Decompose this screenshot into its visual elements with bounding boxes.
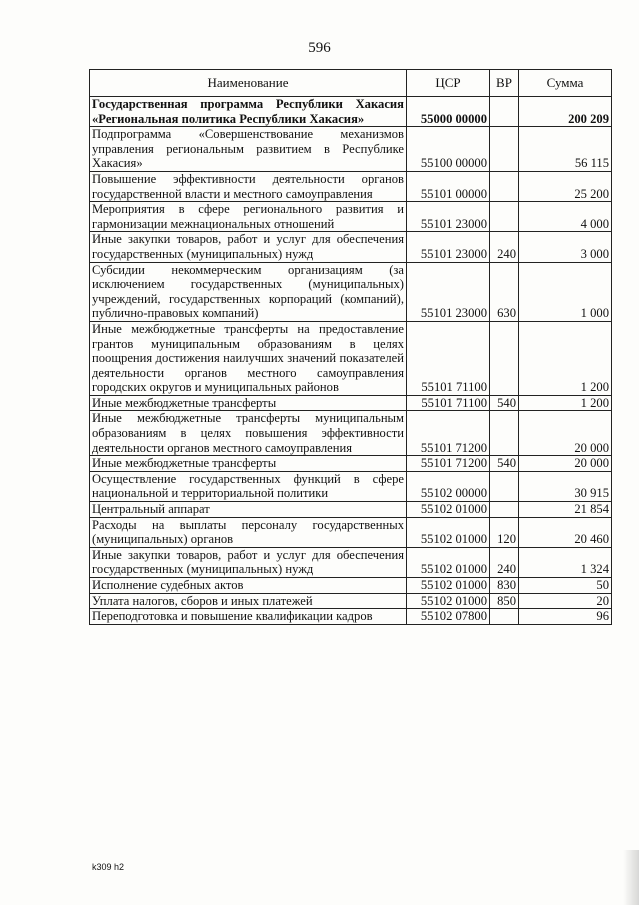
cell-sum: 21 854 xyxy=(519,502,612,518)
cell-sum: 20 460 xyxy=(519,517,612,547)
cell-sum: 200 209 xyxy=(519,97,612,127)
header-vr: ВР xyxy=(490,70,519,97)
cell-csr: 55102 07800 xyxy=(407,609,490,625)
cell-vr xyxy=(490,502,519,518)
cell-name: Иные межбюджетные трансферты муниципальным образованиям в целях повышения эффективности деятельности органов местного самоуправления xyxy=(90,411,407,456)
cell-vr xyxy=(490,202,519,232)
cell-csr: 55101 23000 xyxy=(407,262,490,321)
cell-csr: 55102 00000 xyxy=(407,471,490,501)
header-sum: Сумма xyxy=(519,70,612,97)
cell-name: Государственная программа Республики Хакасия «Региональная политика Республики Хакасия» xyxy=(90,97,407,127)
cell-vr: 540 xyxy=(490,395,519,411)
table-row xyxy=(90,517,612,547)
cell-name: Переподготовка и повышение квалификации кадров xyxy=(90,609,407,625)
cell-vr xyxy=(490,97,519,127)
cell-csr: 55101 00000 xyxy=(407,171,490,201)
cell-sum: 96 xyxy=(519,609,612,625)
footer-code: k309 h2 xyxy=(92,862,125,872)
cell-sum: 3 000 xyxy=(519,232,612,262)
cell-csr: 55101 71200 xyxy=(407,411,490,456)
cell-csr: 55101 71100 xyxy=(407,321,490,395)
cell-vr xyxy=(490,127,519,172)
table-row xyxy=(90,578,612,594)
cell-vr xyxy=(490,171,519,201)
cell-sum: 1 200 xyxy=(519,395,612,411)
cell-csr: 55101 71200 xyxy=(407,456,490,472)
page-edge-shadow xyxy=(623,850,639,905)
cell-sum: 25 200 xyxy=(519,171,612,201)
cell-csr: 55102 01000 xyxy=(407,578,490,594)
cell-vr: 240 xyxy=(490,547,519,577)
header-csr: ЦСР xyxy=(407,70,490,97)
cell-name: Осуществление государственных функций в сфере национальной и территориальной политики xyxy=(90,471,407,501)
table-row xyxy=(90,502,612,518)
cell-name: Центральный аппарат xyxy=(90,502,407,518)
cell-sum: 50 xyxy=(519,578,612,594)
table-row xyxy=(90,202,612,232)
cell-vr: 240 xyxy=(490,232,519,262)
cell-name: Подпрограмма «Совершенствование механизмов управления региональным развитием в Республике Хакасия» xyxy=(90,127,407,172)
header-name: Наименование xyxy=(90,70,407,97)
table-header-row xyxy=(90,70,612,97)
cell-csr: 55101 23000 xyxy=(407,202,490,232)
cell-csr: 55102 01000 xyxy=(407,502,490,518)
table-row xyxy=(90,395,612,411)
table-row xyxy=(90,609,612,625)
cell-vr xyxy=(490,411,519,456)
cell-name: Иные межбюджетные трансферты xyxy=(90,456,407,472)
cell-csr: 55102 01000 xyxy=(407,547,490,577)
cell-csr: 55101 23000 xyxy=(407,232,490,262)
table-row xyxy=(90,97,612,127)
cell-sum: 1 200 xyxy=(519,321,612,395)
table-row xyxy=(90,321,612,395)
cell-vr xyxy=(490,471,519,501)
table-row xyxy=(90,171,612,201)
cell-csr: 55102 01000 xyxy=(407,517,490,547)
cell-name: Иные межбюджетные трансферты xyxy=(90,395,407,411)
cell-name: Повышение эффективности деятельности органов государственной власти и местного самоуправления xyxy=(90,171,407,201)
cell-csr: 55102 01000 xyxy=(407,593,490,609)
table-row xyxy=(90,411,612,456)
cell-vr: 120 xyxy=(490,517,519,547)
cell-name: Иные межбюджетные трансферты на предоставление грантов муниципальным образованиям в целях поощрения достижения наилучших значений показателей деятельности органов местного самоуправления городских округов и муниципальных районов xyxy=(90,321,407,395)
cell-sum: 30 915 xyxy=(519,471,612,501)
cell-sum: 4 000 xyxy=(519,202,612,232)
cell-sum: 1 000 xyxy=(519,262,612,321)
cell-name: Субсидии некоммерческим организациям (за исключением государственных (муниципальных) учреждений, государственных корпораций (компаний), публично-правовых компаний) xyxy=(90,262,407,321)
table-row xyxy=(90,127,612,172)
cell-name: Иные закупки товаров, работ и услуг для обеспечения государственных (муниципальных) нужд xyxy=(90,547,407,577)
cell-name: Исполнение судебных актов xyxy=(90,578,407,594)
cell-name: Расходы на выплаты персоналу государственных (муниципальных) органов xyxy=(90,517,407,547)
cell-vr: 630 xyxy=(490,262,519,321)
cell-sum: 20 xyxy=(519,593,612,609)
page-number: 596 xyxy=(308,40,331,56)
cell-vr: 850 xyxy=(490,593,519,609)
cell-name: Уплата налогов, сборов и иных платежей xyxy=(90,593,407,609)
table-row xyxy=(90,547,612,577)
cell-sum: 20 000 xyxy=(519,411,612,456)
cell-name: Мероприятия в сфере регионального развития и гармонизации межнациональных отношений xyxy=(90,202,407,232)
cell-vr xyxy=(490,321,519,395)
cell-csr: 55000 00000 xyxy=(407,97,490,127)
budget-table xyxy=(89,69,612,625)
cell-sum: 20 000 xyxy=(519,456,612,472)
table-row xyxy=(90,232,612,262)
cell-vr: 540 xyxy=(490,456,519,472)
cell-sum: 56 115 xyxy=(519,127,612,172)
cell-csr: 55101 71100 xyxy=(407,395,490,411)
cell-vr xyxy=(490,609,519,625)
cell-csr: 55100 00000 xyxy=(407,127,490,172)
table-row xyxy=(90,262,612,321)
table-row xyxy=(90,593,612,609)
cell-vr: 830 xyxy=(490,578,519,594)
cell-sum: 1 324 xyxy=(519,547,612,577)
table-row xyxy=(90,471,612,501)
cell-name: Иные закупки товаров, работ и услуг для обеспечения государственных (муниципальных) нужд xyxy=(90,232,407,262)
table-row xyxy=(90,456,612,472)
